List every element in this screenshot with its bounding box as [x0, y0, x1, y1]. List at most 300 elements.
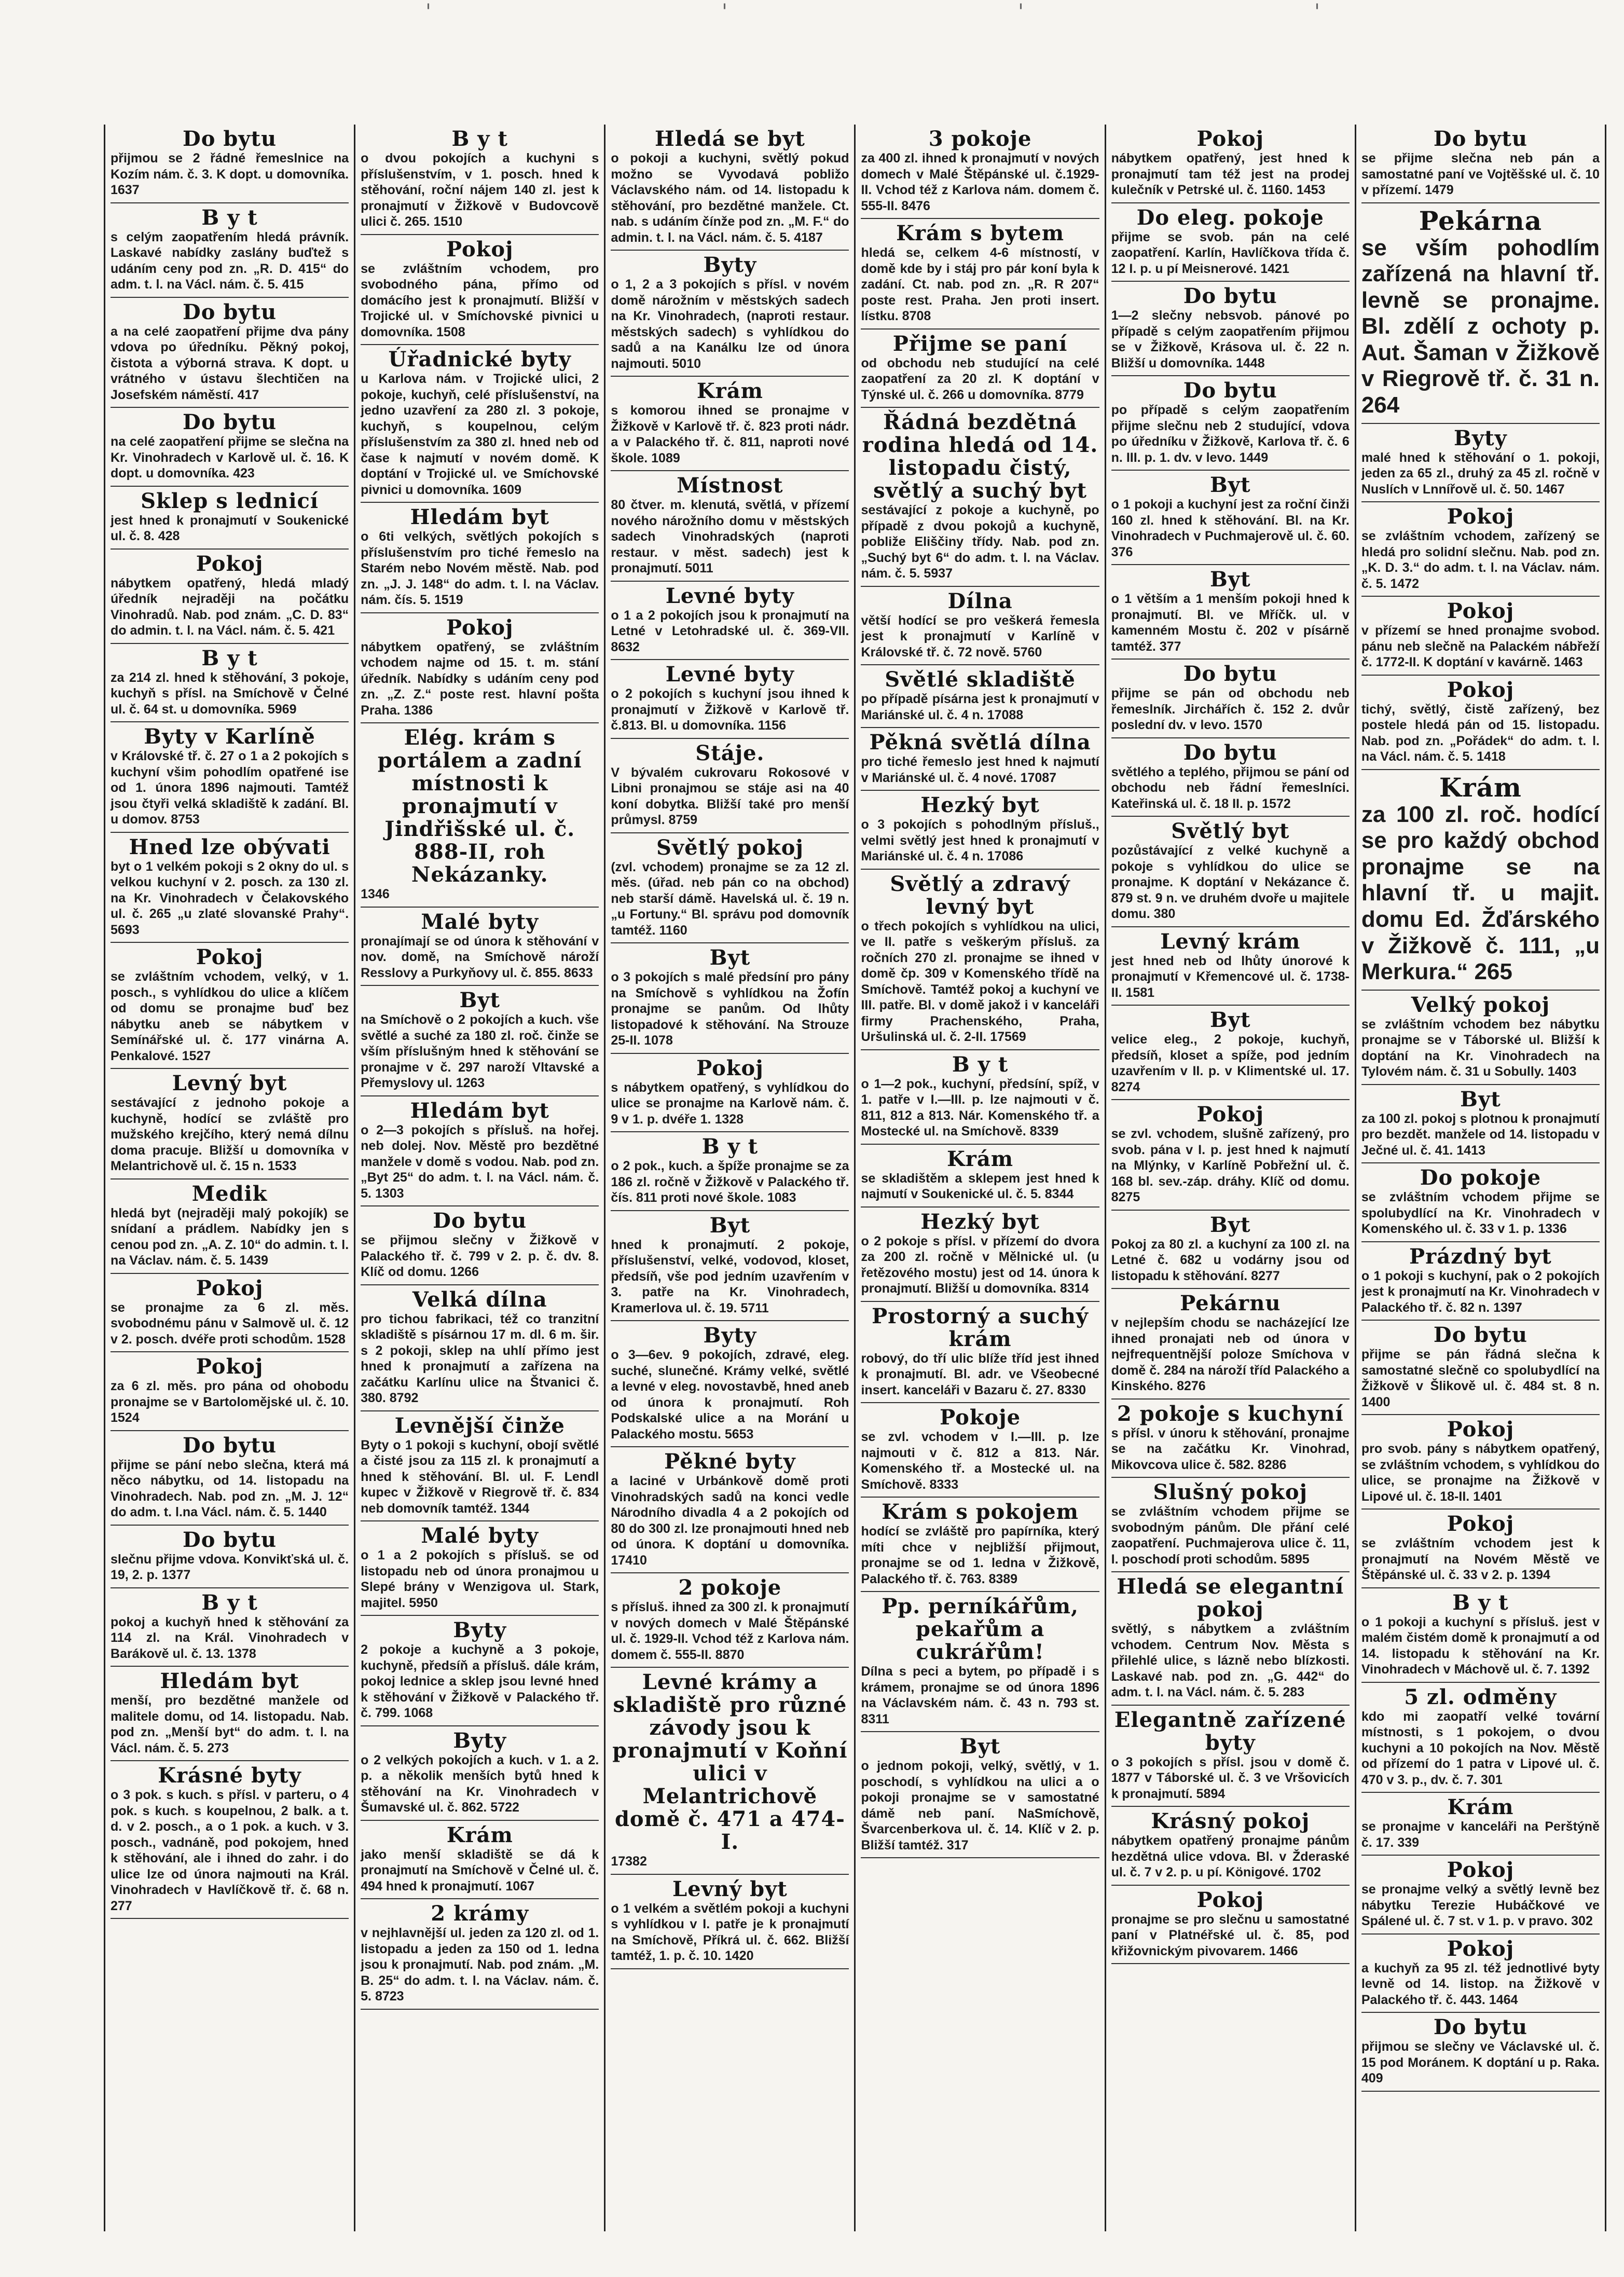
classified-ad: [361, 1726, 599, 1821]
ad-text: o 1 pokoji a kuchyní s přísluš. jest v malém čistém domě k pronajmutí a od 14. listopadu k stěhování na Kr. Vinohradech v Máchově ul. č. 7. 1392: [1361, 1614, 1600, 1677]
ad-text: o 2 velkých pokojích a kuch. v 1. a 2. p. a několik menších bytů hned k stěhování na Kr. Vinohradech v Šumavské ul. č. 862. 5722: [361, 1752, 599, 1815]
ad-text: hledá se, celkem 4-6 místností, v domě kde by i stáj pro pár koní byla k zadání. Ct. nab. pod zn. „R. R 207“ poste rest. Praha. Jen proti insert. lístku. 8708: [861, 245, 1099, 323]
ad-heading: Pokoj: [1447, 599, 1515, 624]
classified-ad: [111, 833, 349, 943]
classified-ad: [611, 251, 849, 377]
ad-heading: 2 pokoje: [678, 1575, 782, 1600]
ad-text: v nejlepším chodu se nacházející lze ihned pronajati neb od února v nejfrequentnější poloze Smíchova v domě č. 284 na nároží tříd Palackého a Kinského. 8276: [1111, 1315, 1350, 1393]
classified-ad: [111, 203, 349, 298]
classified-ad: [111, 550, 349, 644]
classified-ad: [111, 644, 349, 723]
ad-text: o 3 pok. s kuch. s přísl. v parteru, o 4 pok. s kuch. s koupelnou, 2 balk. a t. d. v 2. posch., a o 1 pok. a kuch. v 3. posch., vadnáně, pod pokojem, hned k stěhování, ale i ihned do zahr. i do ulice lze od února najmouti na Král. Vinohradech v Havlíčkově tř. č. 68 n. 277: [111, 1788, 349, 1913]
ad-text: o 1 velkém a světlém pokoji a kuchyni s vyhlídkou v I. patře je k pronajmutí na Smíchově, Příkrá ul. č. 662. Bližší tamtéž, 1. p. č. 10. 1420: [611, 1901, 849, 1963]
ad-text: přijmou se 2 řádné řemeslnice na Kozím nám. č. 3. K dopt. u domovníka. 1637: [111, 151, 349, 197]
classified-ad: [1111, 1478, 1350, 1572]
ad-text: o 1 pokoji s kuchyní, pak o 2 pokojích jest k pronajmutí na Kr. Vinohradech v Palackého tř. č. 82 n. 1397: [1361, 1268, 1600, 1315]
ad-text: se zvláštním vchodem, pro svobodného pána, přímo od domácího jest k pronajmutí. Bližší v Trojické ul. v Smíchovské pivnici u domovníka. 1508: [361, 261, 599, 339]
classified-ad: [361, 1285, 599, 1411]
ad-text: se vším pohodlím zařízená na hlavní tř. levně se pronajme. Bl. zdělí z ochoty p. Aut. Šaman v Žižkově v Riegrově tř. č. 31 n. 264: [1361, 235, 1600, 418]
ad-heading: 2 pokoje s kuchyní: [1117, 1401, 1344, 1426]
classified-column: [605, 125, 856, 2231]
classified-columns: [104, 125, 1606, 2231]
ad-heading: Do pokoje: [1420, 1165, 1542, 1190]
classified-ad: [861, 587, 1099, 666]
ad-heading: Krásný pokoj: [1151, 1809, 1310, 1833]
ad-heading: Hledám byt: [410, 505, 549, 529]
ad-heading: Byt: [1209, 567, 1251, 592]
ad-heading: Byt: [459, 988, 500, 1012]
ad-text: V bývalém cukrovaru Rokosové v Libni pronajmou se stáje asi na 40 koní dobytka. Bližší také pro menší průmysl. 8759: [611, 765, 849, 827]
ad-text: se pronajme za 6 zl. měs. svobodnému pánu v Salmově ul. č. 12 v 2. posch. dvéře proti schodům. 1528: [111, 1300, 349, 1347]
classified-ad: [1361, 203, 1600, 424]
ad-heading: B y t: [1452, 1590, 1509, 1615]
classified-ad: [1361, 1856, 1600, 1935]
ad-heading: Do bytu: [1433, 2015, 1527, 2040]
ad-text: slečnu přijme vdova. Konvikťská ul. č. 19, 2. p. 1377: [111, 1552, 349, 1582]
ad-text: v Královské tř. č. 27 o 1 a 2 pokojích s kuchyní všim pohodlím opatřené ise od 1. února 1896 najmouti. Tamtéž jsou čtyři velká skladiště k zadání. Bl. u domov. 8753: [111, 749, 349, 827]
classified-ad: [1111, 1100, 1350, 1211]
ad-text: a laciné v Urbánkově domě proti Vinohradských sadů na konci vedle Národního divadla 4 a 2 pokojích od 80 do 300 zl. lze pronajmouti hned neb od února. K doptání u domovníka. 17410: [611, 1474, 849, 1568]
classified-ad: [1111, 1886, 1350, 1965]
ad-heading: Krám s pokojem: [882, 1500, 1079, 1524]
classified-ad: [1111, 282, 1350, 376]
ad-heading: Pokoj: [696, 1055, 764, 1080]
ad-text: se zvláštním vchodem jest k pronajmutí na Novém Městě ve Štěpánské ul. č. 33 v 2. p. 1394: [1361, 1536, 1600, 1583]
ad-text: jako menší skladiště se dá k pronajmutí na Smíchově v Čelné ul. č. 494 hned k pronajmutí. 1067: [361, 1847, 599, 1894]
classified-ad: [611, 1321, 849, 1447]
ad-text: o 6ti velkých, světlých pokojích s příslušenstvím pro tiché řemeslo na Starém nebo Novém městě. Nab. pod zn. „J. J. 148“ do adm. t. l. na Václav. nám. čís. 5. 1519: [361, 529, 599, 607]
ad-heading: B y t: [451, 127, 508, 151]
ad-text: pokoj a kuchyň hned k stěhování za 114 zl. na Král. Vinohradech v Barákově ul. č. 13. 1378: [111, 1614, 349, 1661]
classified-ad: [1361, 1588, 1600, 1683]
classified-ad: [861, 1732, 1099, 1858]
ad-heading: Přijme se paní: [892, 331, 1068, 356]
classified-ad: [1361, 125, 1600, 203]
ad-heading: Velká dílna: [412, 1287, 547, 1312]
ad-text: o 1 a 2 pokojích jsou k pronajmutí na Letné v Letohradské ul. č. 369-VII. 8632: [611, 608, 849, 654]
ad-text: kdo mi zaopatří velké tovární místnosti, s 1 pokojem, o dvou kuchyni a 10 pokojích na Nov. Městě od přízemí do 1 patra v Lipové ul. č. 470 v 3. p., dv. č. 7. 301: [1361, 1709, 1600, 1787]
ad-heading: Krásné byty: [158, 1763, 301, 1788]
ad-text: 1—2 slečny nebsvob. pánové po případě s celým zaopatřením přijmou se v Žižkově, Krásova ul. č. 22 n. Bližší u domovníka. 1448: [1111, 308, 1350, 371]
ad-text: po případě s celým zaopatřením přijme slečnu neb 2 studující, vdova po úředníku v Žižkově, Karlova tř. č. 6 n. III. p. 1. dv. v levo. 1449: [1111, 403, 1350, 465]
classified-ad: [1361, 991, 1600, 1085]
ad-heading: Pokoj: [196, 945, 264, 969]
ad-text: o 1 a 2 pokojích s přísluš. se od listopadu neb od února pronajmou u Slepé brány v Wenzigova ul. Stark, majitel. 5950: [361, 1548, 599, 1610]
ad-heading: Pokoj: [1196, 1102, 1264, 1127]
ad-heading: Řádná bezdětná rodina hledá od 14. listopadu čistý, světlý a suchý byt: [862, 410, 1098, 503]
ad-text: se přijmou slečny v Žižkově v Palackého tř. č. 799 v 2. p. č. dv. 8. Klíč od domu. 1266: [361, 1233, 599, 1279]
classified-ad: [861, 330, 1099, 408]
ad-heading: Medik: [191, 1181, 268, 1206]
classified-ad: [611, 1054, 849, 1133]
classified-ad: [861, 1592, 1099, 1732]
ad-heading: Pokoj: [1447, 1858, 1515, 1883]
classified-ad: [1111, 660, 1350, 738]
ad-text: za 100 zl. roč. hodící se pro každý obchod pronajme se na hlavní tř. u majit. domu Ed. Žďárského v Žižkově č. 111, „u Merkura.“ 265: [1361, 801, 1600, 985]
classified-ad: [111, 1431, 349, 1526]
ad-text: s celým zaopatřením hledá právník. Laskavé nabídky zaslány buďtež s udáním ceny pod zn. „R. D. 415“ do adm. t. l. na Václ. nám. č. 5. 415: [111, 229, 349, 292]
ad-heading: Do bytu: [1183, 662, 1277, 686]
ad-text: o dvou pokojích a kuchyni s příslušenstvím, v 1. posch. hned k stěhování, roční nájem 140 zl. jest k pronajmutí v Žižkově v Budovcově ulici č. 265. 1510: [361, 151, 599, 229]
classified-ad: [1361, 597, 1600, 676]
ad-heading: Hledá se elegantní pokoj: [1117, 1574, 1344, 1622]
classified-ad: [361, 1899, 599, 2010]
ad-text: o 2—3 pokojích s přísluš. na hořej. neb dolej. Nov. Městě pro bezdětné manžele v domě s vodou. Nab. pod zn. „Byt 25“ do adm. t. l. na Václ. nám. č. 5. 1303: [361, 1122, 599, 1201]
classified-ad: [861, 125, 1099, 219]
ad-text: v nejhlavnější ul. jeden za 120 zl. od 1. listopadu a jeden za 150 od 1. ledna jsou k pronajmutí. Nab. pod znám. „M. B. 25“ do adm. t. l. na Václav. nám. č. 5. 8723: [361, 1926, 599, 2004]
ad-text: robový, do tří ulic blíže tříd jest ihned k pronajmutí. Bl. adr. ve Všeobecné insert. kanceláři v Bazaru č. 27. 8330: [861, 1351, 1099, 1397]
ad-heading: Krám: [446, 1822, 513, 1847]
ad-text: byt o 1 velkém pokoji s 2 okny do ul. s velkou kuchyní v 2. posch. za 130 zl. na Kr. Vinohradech v Čelakovského ul. č. 265 „u zlaté slovanské Prahy“. 5693: [111, 859, 349, 937]
ad-heading: Velký pokoj: [1411, 992, 1550, 1017]
ad-text: o 2 pok., kuch. a špíže pronajme se za 186 zl. ročně v Žižkově v Palackého tř. čís. 811 proti nové škole. 1083: [611, 1159, 849, 1205]
ad-heading: Pěkná světlá dílna: [869, 730, 1091, 755]
classified-ad: [361, 1411, 599, 1522]
ad-text: s nábytkem opatřený, s vyhlídkou do ulice se pronajme na Karlově nám. č. 9 v 1. p. dvéře 1. 1328: [611, 1080, 849, 1127]
ad-text: po případě písárna jest k pronajmutí v Mariánské ul. č. 4 n. 17088: [861, 692, 1099, 722]
ad-heading: Elég. krám s portálem a zadní místnosti k pronajmutí v Jindřišské ul. č. 888-II, roh Nekázanky.: [377, 725, 582, 887]
ad-text: velice eleg., 2 pokoje, kuchyň, předsíň, kloset a spíže, pod jedním uzavřením v II. p. v Klimentské ul. 17. 8274: [1111, 1032, 1350, 1094]
ad-heading: Byt: [1209, 1008, 1251, 1032]
classified-ad: [611, 1447, 849, 1573]
ad-heading: Pěkné byty: [664, 1449, 796, 1474]
classified-ad: [1111, 817, 1350, 927]
ad-text: se zvláštním vchodem bez nábytku pronajme se v Táborské ul. Bližší k doptání na Kr. Vinohradech na Tylovém nám. č. 31 u Sobully. 1403: [1361, 1017, 1600, 1079]
classified-ad: [1361, 1510, 1600, 1588]
ad-text: sestávající z jednoho pokoje a kuchyně, hodící se zvláště pro mužského krejčího, který nemá dílnu doma pracuje. Bližší u domovníka v Melantrichově ul. č. 15 n. 1533: [111, 1095, 349, 1173]
classified-ad: [111, 1352, 349, 1431]
classified-column: [1356, 125, 1606, 2231]
ad-text: se přijme slečna neb pán a samostatné paní ve Vojtěšské ul. č. 10 v přízemí. 1479: [1361, 151, 1600, 197]
ad-heading: B y t: [701, 1134, 759, 1159]
ad-text: se pronajme velký a světlý levně bez nábytku Terezie Hubáčkové ve Spálené ul. č. 7 st. v 1. p. v pravo. 302: [1361, 1882, 1600, 1929]
classified-ad: [1111, 471, 1350, 565]
classified-ad: [611, 377, 849, 471]
classified-ad: [611, 1132, 849, 1211]
ad-heading: 5 zl. odměny: [1404, 1684, 1557, 1709]
classified-ad: [1111, 1289, 1350, 1400]
ad-heading: Do bytu: [183, 1527, 277, 1552]
classified-column: [355, 125, 605, 2231]
ad-text: o třech pokojích s vyhlídkou na ulici, ve II. patře s veškerým přísluš. za ročních 270 zl. pronajme se ihned v domě čp. 309 v Komenského třídě na Smíchově. Tamtéž pokoj a kuchyní ve III. patře. Bl. v domě jakož i v kanceláři firmy Prachenského, Praha, Uršulinská ul. č. 2-II. 17569: [861, 918, 1099, 1044]
classified-ad: [1361, 1935, 1600, 2013]
classified-ad: [111, 1667, 349, 1761]
ad-text: o pokoji a kuchyni, světlý pokud možno se Vyvodavá pobližo Václavského nám. od 14. listopadu k stěhování, pro bezdětné manžele. Ct. nab. s udáním čínže pod zn. „M. F.“ do admin. t. l. na Václ. nám. č. 5. 4187: [611, 151, 849, 245]
ad-heading: Do bytu: [183, 299, 277, 324]
ad-text: za 400 zl. ihned k pronajmutí v nových domech v Malé Štěpánské ul. č.1929-II. Vchod též z Karlova nám. domem č. 555-II. 8476: [861, 151, 1099, 213]
edge-mark: ': [1314, 0, 1320, 24]
ad-heading: Hledám byt: [160, 1669, 299, 1693]
ad-heading: Hned lze obývati: [129, 834, 331, 859]
ad-heading: Hledá se byt: [654, 127, 805, 151]
ad-text: menší, pro bezdětné manžele od malitele domu, od 14. listopadu. Nab. pod zn. „Menší byt“ do adm. t. l. na Václ. nám. č. 5. 273: [111, 1693, 349, 1755]
ad-heading: Krám: [1439, 772, 1522, 803]
classified-ad: [1111, 738, 1350, 817]
classified-column: [1106, 125, 1356, 2231]
ad-heading: Světlý pokoj: [656, 835, 804, 860]
ad-heading: Krám s bytem: [896, 221, 1065, 245]
ad-heading: Do bytu: [1433, 1323, 1527, 1348]
edge-mark: ': [425, 0, 431, 24]
ad-heading: Hledám byt: [410, 1098, 549, 1123]
ad-text: s přísl. v únoru k stěhování, pronajme se na začátku Kr. Vinohrad, Mikovcova ulice č. 582. 8286: [1111, 1425, 1350, 1472]
ad-text: 1346: [361, 887, 390, 901]
classified-ad: [611, 833, 849, 944]
ad-heading: Do bytu: [1433, 127, 1527, 151]
classified-ad: [111, 1069, 349, 1179]
ad-heading: Pokoj: [1447, 1512, 1515, 1537]
ad-heading: Levnější činže: [394, 1413, 565, 1438]
ad-text: nábytkem opatřený, se zvláštním vchodem najme od 15. t. m. stání úředník. Nabídky s udáním ceny pod zn. „Z. Z.“ poste rest. hlavní pošta Praha. 1386: [361, 639, 599, 718]
ad-heading: Malé byty: [421, 1524, 539, 1548]
ad-text: pronajme se pro slečnu u samostatné paní v Platnéřské ul. č. 85, pod křižovnickým pivovarem. 1466: [1111, 1912, 1350, 1958]
ad-heading: Byty: [453, 1618, 507, 1642]
classified-ad: [361, 908, 599, 986]
ad-heading: B y t: [201, 205, 258, 230]
ad-text: se zvláštním vchodem přijme se svobodným pánům. Dle přání celé zaopatření. Puchmajerova ulice č. 11, I. poschodí proti schodům. 5895: [1111, 1504, 1350, 1567]
ad-heading: Světlý byt: [1171, 819, 1290, 843]
classified-ad: [611, 739, 849, 833]
ad-heading: Stáje.: [695, 740, 765, 765]
classified-ad: [1111, 1400, 1350, 1478]
classified-ad: [111, 298, 349, 408]
ad-text: nábytkem opatřený, hledá mladý úředník nejraději na počátku Vinohradů. Nab. pod znám. „C. D. 83“ do admin. t. l. na Václ. nám. č. 5. 421: [111, 575, 349, 638]
ad-heading: Krám: [947, 1146, 1014, 1171]
edge-mark: ': [1018, 0, 1024, 24]
ad-heading: Krám: [696, 379, 763, 403]
classified-ad: [361, 1096, 599, 1207]
ad-text: přijme se svob. pán na celé zaopatření. Karlín, Havlíčkova třída č. 12 I. p. u pí Meisnerové. 1421: [1111, 229, 1350, 276]
ad-text: o 3 pokojích s přísl. jsou v domě č. 1877 v Táborské ul. č. 3 ve Vršovicích k pronajmutí. 5894: [1111, 1754, 1350, 1801]
ad-text: se zvláštním vchodem, velký, v 1. posch., s vyhlídkou do ulice a klíčem od domu se pronajme buď bez nábytku aneb se nábytkem v Semínářské ul. č. 177 vinárna A. Penkalové. 1527: [111, 969, 349, 1063]
classified-ad: [611, 1573, 849, 1668]
ad-text: Pokoj za 80 zl. a kuchyní za 100 zl. na Letné č. 682 u vodárny jsou od listopadu k stěhování. 8277: [1111, 1237, 1350, 1283]
ad-text: přijme se pání nebo slečna, která má něco nábytku, od 14. listopadu na Vinohradech. Nab. pod zn. „M. J. 12“ do adm. t. l.na Václ. nám. č. 5. 1440: [111, 1457, 349, 1519]
ad-text: hledá byt (nejraději malý pokojík) se snídaní a prádlem. Nabídky jen s cenou pod zn. „A. Z. 10“ do admin. t. l. na Václav. nám. č. 5. 1439: [111, 1205, 349, 1268]
classified-ad: [111, 722, 349, 833]
classified-ad: [861, 1145, 1099, 1208]
ad-heading: Světlý a zdravý levný byt: [890, 871, 1070, 919]
ad-text: s přísluš. ihned za 300 zl. k pronajmutí v nových domech v Malé Štěpánské ul. č. 1929-II. Vchod též z Karlova nám. domem č. 555-II. 8870: [611, 1600, 849, 1662]
ad-text: jest hned k pronajmutí v Soukenické ul. č. 8. 428: [111, 513, 349, 543]
classified-ad: [361, 986, 599, 1096]
ad-heading: Byty: [703, 253, 757, 277]
ad-heading: Hezký byt: [920, 1209, 1040, 1234]
ad-heading: Pokoj: [1196, 1887, 1264, 1912]
classified-ad: [611, 471, 849, 582]
ad-text: za 100 zl. pokoj s plotnou k pronajmutí pro bezdět. manžele od 14. listopadu v Ječné ul. č. 41. 1413: [1361, 1111, 1600, 1158]
ad-text: pro svob. pány s nábytkem opatřený, se zvláštním vchodem, s vyhlídkou do ulice, se pronajme na Žižkově v Lipové ul. č. 18-II. 1401: [1361, 1442, 1600, 1504]
ad-heading: Byt: [1209, 1212, 1251, 1237]
edge-mark: ': [722, 0, 727, 24]
ad-text: jest hned neb od lhůty únorové k pronajmutí v Křemencové ul. č. 1738-II. 1581: [1111, 953, 1350, 1000]
ad-heading: Slušný pokoj: [1153, 1480, 1308, 1504]
ad-text: 80 čtver. m. klenutá, světlá, v přízemí nového nárožního domu v městských sadech Vinohradských (naproti restaur. v měst. sadech) jest k pronajmutí. 5011: [611, 498, 849, 575]
classified-ad: [1361, 1085, 1600, 1164]
classified-ad: [111, 125, 349, 203]
classified-ad: [1111, 1706, 1350, 1807]
ad-heading: Prostorný a suchý krám: [872, 1304, 1089, 1351]
ad-heading: Levný byt: [172, 1071, 287, 1095]
ad-text: pro tiché řemeslo jest hned k najmutí v Mariánské ul. č. 4 nové. 17087: [861, 755, 1099, 785]
classified-ad: [361, 345, 599, 503]
ad-text: a na celé zaopatření přijme dva pány vdova po úředníku. Pěkný pokoj, čistota a výborná strava. K dopt. u vrátného v ústavu šlechtičen na Josefském náměstí. 417: [111, 324, 349, 402]
classified-ad: [861, 1050, 1099, 1145]
classified-ad: [861, 1208, 1099, 1302]
ad-heading: Levné byty: [665, 662, 794, 687]
ad-heading: Byt: [709, 1213, 751, 1238]
ad-heading: Byt: [709, 945, 751, 970]
ad-text: tichý, světlý, čistě zařízený, bez postele hledá pán od 15. listopadu. Nab. pod zn. „Pořádek“ do adm. t. l. na Václ. nám. č. 5. 1418: [1361, 702, 1600, 764]
classified-ad: [361, 1821, 599, 1900]
classified-ad: [611, 660, 849, 739]
ad-text: na Smíchově o 2 pokojích a kuch. vše světlé a suché za 180 zl. roč. činže se vším příslušným hned k stěhování se pronajme v č. 297 naroží Vltavské a Přemyslovy ul. 1263: [361, 1012, 599, 1090]
ad-text: za 214 zl. hned k stěhování, 3 pokoje, kuchyň s přísl. na Smíchově v Čelné ul. č. 64 st. u domovníka. 5969: [111, 670, 349, 717]
classified-ad: [1111, 125, 1350, 203]
ad-heading: Levné krámy a skladiště pro různé závody jsou k pronajmutí v Koňní ulici v Melantrichově domě č. 471 a 474-I.: [612, 1670, 848, 1854]
classified-ad: [1361, 502, 1600, 597]
ad-text: nábytkem opatřený, jest hned k pronajmutí tam též jest na prodej kulečník v Petrské ul. č. 1160. 1453: [1111, 151, 1350, 197]
ad-text: (zvl. vchodem) pronajme se za 12 zl. měs. (úřad. neb pán co na obchod) neb starší dámě. Havelská ul. č. 19 n. „u Fortuny.“ Bl. správu pod domovník tamtéž. 1160: [611, 859, 849, 938]
ad-heading: Pokoj: [196, 1354, 264, 1379]
ad-heading: Pekárna: [1419, 205, 1542, 236]
classified-ad: [111, 1179, 349, 1274]
ad-heading: Sklep s lednicí: [141, 488, 319, 513]
ad-heading: Pekárnu: [1180, 1291, 1281, 1315]
classified-ad: [111, 1526, 349, 1588]
classified-ad: [861, 870, 1099, 1050]
ad-text: o 3 pokojích s pohodlným přísluš., velmi světlý jest hned k pronajmutí v Mariánské ul. č. 4 n. 17086: [861, 817, 1099, 863]
scan-edge-marks: [0, 0, 1624, 52]
classified-ad: [1361, 1242, 1600, 1321]
ad-heading: Pokoj: [446, 237, 514, 262]
classified-column: [105, 125, 355, 2231]
ad-heading: Elegantně zařízené byty: [1114, 1707, 1346, 1755]
ad-heading: Úřadnické byty: [388, 347, 571, 372]
classified-ad: [1361, 1683, 1600, 1793]
ad-heading: B y t: [952, 1052, 1009, 1077]
ad-heading: Byty: [703, 1323, 757, 1348]
ad-heading: Byty v Karlíně: [144, 724, 315, 749]
ad-text: o 1—2 pok., kuchyní, předsíní, spíž, v 1. patře v I.—III. p. lze najmouti v č. 811, 812 a 813. Nár. Komenského tř. a Mostecké ul. na Smíchově. 8339: [861, 1076, 1099, 1138]
ad-text: nábytkem opatřený pronajme pánům hezdětná ulice vdova. Bl. v Žderaské ul. č. 7 v 2. p. u pí. Königové. 1702: [1111, 1833, 1350, 1880]
ad-heading: Byty: [453, 1728, 507, 1753]
ad-heading: Krám: [1447, 1795, 1514, 1820]
ad-text: o 1 pokoji a kuchyní jest za roční činži 160 zl. hned k stěhování. Bl. na Kr. Vinohradech v Puchmajerově ul. č. 60. 376: [1111, 497, 1350, 559]
ad-text: se zvl. vchodem v I.—III. p. lze najmouti v č. 812 a 813. Nár. Komenského tř. a Mostecké ul. na Smíchově. 8333: [861, 1430, 1099, 1492]
ad-text: se zvláštním vchodem přijme se spolubydlící na Kr. Vinohradech v Komenského ul. č. 33 v 1. p. 1336: [1361, 1190, 1600, 1237]
ad-heading: Pokoj: [196, 1275, 264, 1300]
ad-text: se zvl. vchodem, slušně zařízený, pro svob. pána v I. p. jest hned k najmutí na Mlýnky, v Karlíně Pobřežní ul. č. 168 bl. sev.-záp. dráhy. Klíč od domu. 8275: [1111, 1127, 1350, 1204]
ad-text: o 1 větším a 1 menším pokoji hned k pronajmutí. Bl. ve Mříčk. ul. v kamenném Mostu č. 202 v písárně tamtéž. 377: [1111, 592, 1350, 654]
ad-heading: Pokoj: [1447, 1936, 1515, 1961]
classified-ad: [861, 728, 1099, 791]
ad-text: Dílna s peci a bytem, po případě i s krámem, pronajme se od února 1896 na Václavském nám. č. 43 n. 793 st. 8311: [861, 1664, 1099, 1726]
classified-ad: [611, 1875, 849, 1969]
ad-text: o jednom pokoji, velký, světlý, v 1. poschodí, s vyhlídkou na ulici a o pokoji pronajme se v samostatné dámě neb paní. NaSmíchově, Švarcenberkova ul. č. 14. Klíč v 2. p. Bližší tamtéž. 317: [861, 1759, 1099, 1853]
classified-ad: [611, 943, 849, 1054]
ad-text: větší hodící se pro veškerá řemesla jest k pronajmutí v Karlíně v Královské tř. č. 72 nově. 5760: [861, 613, 1099, 660]
classified-ad: [1361, 1321, 1600, 1415]
classified-ad: [861, 408, 1099, 587]
ad-text: za 6 zl. měs. pro pána od ohobodu pronajme se v Bartolomějské ul. č. 10. 1524: [111, 1379, 349, 1425]
ad-text: o 1, 2 a 3 pokojích s přísl. v novém domě nárožním v městských sadech na Kr. Vinohradech, (naproti restaur. městských sadech) s vyhlídkou do sadů a na Kanálku lze od února najmouti. 5010: [611, 277, 849, 371]
ad-heading: Pokoj: [1447, 1417, 1515, 1442]
ad-text: o 2 pokoje s přísl. v přízemí do dvora za 200 zl. ročně v Mělnické ul. (u řetězového mostu) jest od 14. února k pronajmutí. Bližší u domovníka. 8314: [861, 1233, 1099, 1296]
classified-ad: [361, 1616, 599, 1726]
ad-heading: Hezký byt: [920, 793, 1040, 817]
classified-ad: [861, 1302, 1099, 1404]
classified-ad: [611, 1668, 849, 1875]
ad-text: od obchodu neb studující na celé zaopatření za 20 zl. K doptání v Týnské ul. č. 266 u domovníka. 8779: [861, 355, 1099, 402]
ad-text: na celé zaopatření přijme se slečna na Kr. Vinohradech v Karlově ul. č. 16. K dopt. u domovníka. 423: [111, 434, 349, 481]
classified-column: [856, 125, 1106, 2231]
classified-ad: [1361, 1163, 1600, 1242]
ad-heading: Do bytu: [433, 1209, 527, 1233]
ad-heading: Malé byty: [421, 909, 539, 934]
classified-ad: [1361, 676, 1600, 770]
classified-ad: [1361, 770, 1600, 991]
classified-ad: [861, 1403, 1099, 1498]
classified-ad: [1111, 1006, 1350, 1100]
classified-ad: [861, 219, 1099, 330]
ad-text: světlého a teplého, přijmou se pání od obchodu neb řádní řemeslníci. Kateřinská ul. č. 18 II. p. 1572: [1111, 764, 1350, 811]
ad-heading: B y t: [201, 646, 258, 670]
classified-ad: [111, 487, 349, 550]
ad-heading: 2 krámy: [431, 1901, 529, 1926]
ad-text: pronajímají se od února k stěhování v nov. domě, na Smíchově nároží Resslovy a Purkyňovy ul. č. 855. 8633: [361, 934, 599, 980]
ad-text: u Karlova nám. v Trojické ulici, 2 pokoje, kuchyň, celé příslušenství, na jedno uzavření za 280 zl. 3 pokoje, kuchyň, s koupelnou, celým příslušenstvím za 380 zl. hned neb od čase k najmutí v novém domě. K doptání v Trojické ul. ve Smíchovské pivnici u domovníka. 1609: [361, 372, 599, 497]
ad-text: malé hned k stěhování o 1. pokoji, jeden za 65 zl., druhý za 45 zl. ročně v Nuslích v Lnnířově ul. č. 50. 1467: [1361, 450, 1600, 497]
classified-ad: [861, 1498, 1099, 1592]
ad-text: přijme se pán řádná slečna k samostatné slečně co spolubydlící na Žižkově v Šlikově ul. č. 484 st. 8 n. 1400: [1361, 1347, 1600, 1409]
ad-heading: Byty: [1454, 426, 1507, 450]
classified-ad: [1111, 927, 1350, 1006]
ad-text: s komorou ihned se pronajme v Žižkově v Karlově tř. č. 823 proti nádr. a v Palackého tř. č. 811, naproti nové škole. 1089: [611, 403, 849, 465]
classified-ad: [361, 1206, 599, 1285]
ad-heading: Levný krám: [1160, 929, 1301, 954]
ad-text: a kuchyň za 95 zl. též jednotlivé byty levně od 14. listop. na Žižkově v Palackého tř. č. 443. 1464: [1361, 1960, 1600, 2007]
classified-ad: [1361, 424, 1600, 503]
ad-text: hodící se zvláště pro papírníka, který míti chce v nejbližší přijmout, pronajme se od 1. ledna v Žižkově, Palackého tř. č. 763. 8389: [861, 1524, 1099, 1586]
ad-heading: 3 pokoje: [928, 127, 1032, 151]
ad-text: 2 pokoje a kuchyně a 3 pokoje, kuchyně, předsíň a přísluš. dále krám, pokoj lednice a sklep jsou levné hned k stěhování v Žižkově v Palackého tř. č. 799. 1068: [361, 1642, 599, 1720]
ad-heading: Do bytu: [1183, 378, 1277, 403]
ad-heading: Do bytu: [1183, 284, 1277, 308]
ad-text: světlý, s nábytkem a zvláštním vchodem. Centrum Nov. Města s přilehlé ulice, s lázně nebo blízkosti. Laskavé nab. pod zn. „G. 442“ do adm. t. l. na Václ. nám. č. 5. 283: [1111, 1622, 1350, 1699]
ad-text: pro tichou fabrikaci, též co tranzitní skladiště s písárnou 17 m. dl. 6 m. šir. s 2 pokoji, sklep na uhlí přímo jest hned k pronajmutí a zařízena na začátku Karlínu ulice na Štvanici č. 380. 8792: [361, 1311, 599, 1405]
classified-ad: [361, 723, 599, 908]
classified-ad: [111, 1761, 349, 1919]
classified-ad: [111, 943, 349, 1069]
ad-text: o 3—6ev. 9 pokojích, zdravé, eleg. suché, slunečné. Krámy velké, světlé a levné v eleg. novostavbě, hned aneb od února k pronajmutí. Roh Podskalské ulice a na Morání u Palackého mostu. 5653: [611, 1348, 849, 1442]
classified-ad: [611, 582, 849, 661]
ad-heading: B y t: [201, 1590, 258, 1615]
classified-ad: [611, 125, 849, 251]
ad-heading: Do bytu: [183, 127, 277, 151]
ad-text: přijme se pán od obchodu neb řemeslník. Jirchářích č. 152 2. dvůr poslední dv. v levo. 1570: [1111, 686, 1350, 732]
classified-ad: [1361, 2013, 1600, 2092]
ad-heading: Světlé skladiště: [885, 667, 1076, 692]
classified-ad: [361, 1521, 599, 1616]
classified-ad: [111, 1588, 349, 1667]
ad-heading: Do bytu: [183, 1433, 277, 1458]
ad-heading: Pokoj: [1196, 127, 1264, 151]
ad-heading: Pokoj: [196, 551, 264, 576]
ad-heading: Do bytu: [183, 410, 277, 434]
ad-heading: Místnost: [677, 473, 783, 498]
classified-ad: [611, 1211, 849, 1322]
